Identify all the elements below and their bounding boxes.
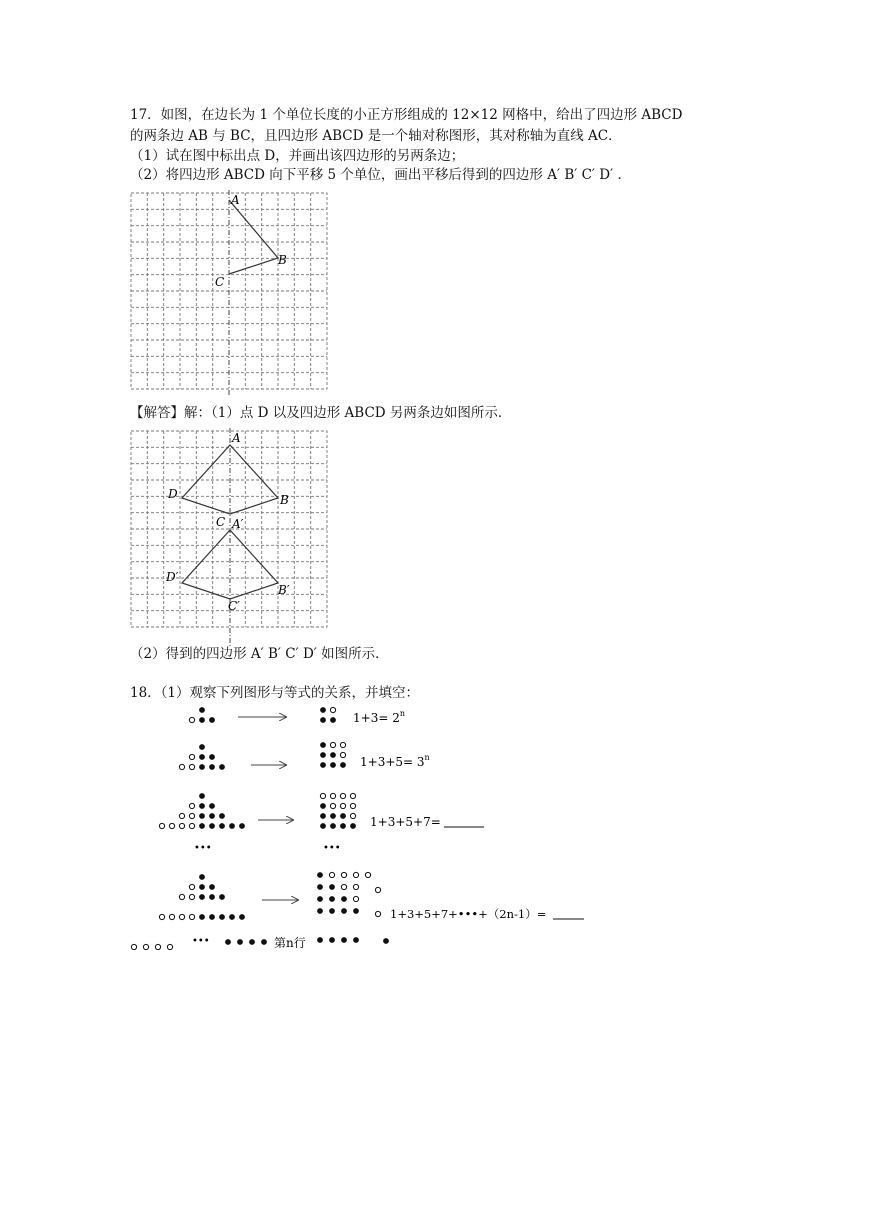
equation-2: $1+3+5= 3^n$ [360,753,430,769]
q17-line2: 的两条边 AB 与 BC，且四边形 ABCD 是一个轴对称图形，其对称轴为直线 AC． [130,128,622,144]
label2-a: A [232,431,241,445]
ellipsis-row3-right: ••• [323,843,341,854]
label-a: A [231,193,240,207]
q17-line4: （2）将四边形 ABCD 向下平移 5 个单位，画出平移后得到的四边形 A′ B′ C′ D′ ． [130,167,631,183]
edges-ab-bc [229,200,278,274]
label2-c: C [216,515,226,529]
ellipsis-row4: ••• [192,936,210,947]
label-b: B [278,253,287,267]
label2-d-prime: D′ [166,570,179,584]
ellipsis-row3: ••• [194,843,212,854]
label2-a-prime: A′ [232,517,244,531]
equation-4: 1+3+5+7+•••+（2n-1）= [390,907,547,921]
answer-line-2: （2）得到的四边形 A′ B′ C′ D′ 如图所示． [130,646,389,662]
label2-c-prime: C′ [228,599,240,613]
label2-d: D [168,487,178,501]
label2-b: B [280,493,289,507]
equation-3: 1+3+5+7= [370,815,441,829]
grid-figure-2 [128,428,333,648]
answer-line: 【解答】解：（1）点 D 以及四边形 ABCD 另两条边如图所示． [130,405,512,421]
label2-b-prime: B′ [278,583,290,597]
label-c: C [215,275,225,289]
equation-1: $1+3= 2^n$ [353,709,405,725]
row-n-label: 第n行 [274,936,306,950]
dot-pattern-figure [128,700,588,955]
q17-line1: 17．如图，在边长为 1 个单位长度的小正方形组成的 12×12 网格中，给出了四边形 ABCD [130,107,683,123]
grid-figure-1 [128,190,333,395]
q17-line3: （1）试在图中标出点 D，并画出该四边形的另两条边； [130,148,465,164]
q18-line1: 18．（1）观察下列图形与等式的关系，并填空： [130,685,420,701]
